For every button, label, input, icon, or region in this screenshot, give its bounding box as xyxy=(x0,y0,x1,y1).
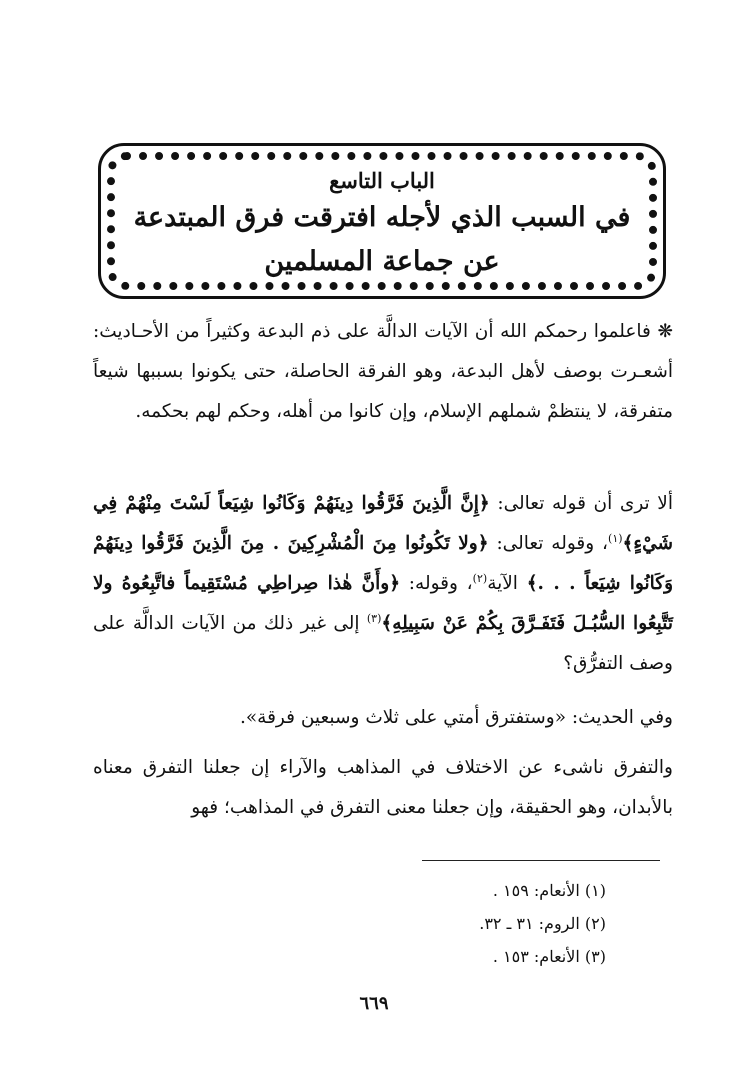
paragraph-2-intro: ألا ترى أن قوله تعالى: xyxy=(489,493,673,514)
footnote-marker-1: (١) xyxy=(608,531,623,545)
footnotes xyxy=(300,874,606,973)
page-number: ٦٦٩ xyxy=(359,993,389,1014)
footnote-divider xyxy=(422,860,660,861)
footnote-3: (٣) الأنعام: ١٥٣ . xyxy=(492,947,606,966)
chapter-title: في السبب الذي لأجله افترقت فرق المبتدعة xyxy=(133,202,631,233)
footnote-marker-2: (٢) xyxy=(472,571,488,585)
quran-verse-1: ﴿إِنَّ الَّذِينَ فَرَّقُوا دِينَهُمْ وَكَانُوا شِيَعاً لَسْتَ مِنْهُمْ فِي شَيْءٍ﴾ xyxy=(93,493,673,554)
chapter-heading xyxy=(101,146,663,296)
chapter-label: الباب التاسع xyxy=(329,168,435,193)
chapter-title-frame xyxy=(98,143,666,299)
paragraph-1: ❋ فاعلموا رحمكم الله أن الآيات الدالَّة على ذم البدعة وكثيراً من الأحـاديث: أشعـرت بوصف لأهل البدعة، وهو الفرقة الحاصلة، حتى يكونوا بسببها شيعاً متفرقة، لا ينتظمْ شملهم الإسلام، وإن كانوا من أهله، وحكم لهم بحكمه. xyxy=(93,321,673,422)
paragraph-3-hadith: وفي الحديث: «وستفترق أمتي على ثلاث وسبعين فرقة». xyxy=(239,707,673,728)
footnote-1: (١) الأنعام: ١٥٩ . xyxy=(492,881,606,900)
footnote-2: (٢) الروم: ٣١ ـ ٣٢. xyxy=(479,914,606,933)
quran-verse-3: ﴿وأَنَّ هٰذا صِراطِي مُسْتَقِيماً فاتَّبِعُوهُ ولا تَتَّبِعُوا السُّبُـلَ فَتَفَـرَّقَ بِكُمْ عَنْ سَبِيلِهِ﴾ xyxy=(93,573,673,634)
paragraph-2-mid-1: ، وقوله تعالى: xyxy=(488,533,609,554)
paragraph-2 xyxy=(93,484,673,684)
paragraph-4: والتفرق ناشىء عن الاختلاف في المذاهب والآراء إن جعلنا التفرق معناه بالأبدان، وهو الحقيقة، وإن جعلنا معنى التفرق في المذاهب؛ فهو xyxy=(93,757,673,818)
paragraph-2-mid-3: ، وقوله: xyxy=(400,573,473,594)
paragraph-2-mid-2: الآية xyxy=(487,573,527,594)
chapter-subtitle: عن جماعة المسلمين xyxy=(264,246,500,277)
quran-verse-2: ﴿ولا تَكُونُوا مِنَ الْمُشْرِكِينَ . مِنَ الَّذِينَ فَرَّقُوا دِينَهُمْ وَكَانُوا شِيَعاً . . .﴾ xyxy=(93,533,674,594)
paragraph-2-end: إلى غير ذلك من الآيات الدالَّة على وصف التفرُّق؟ xyxy=(93,613,673,674)
footnote-marker-3: (٣) xyxy=(366,611,382,625)
